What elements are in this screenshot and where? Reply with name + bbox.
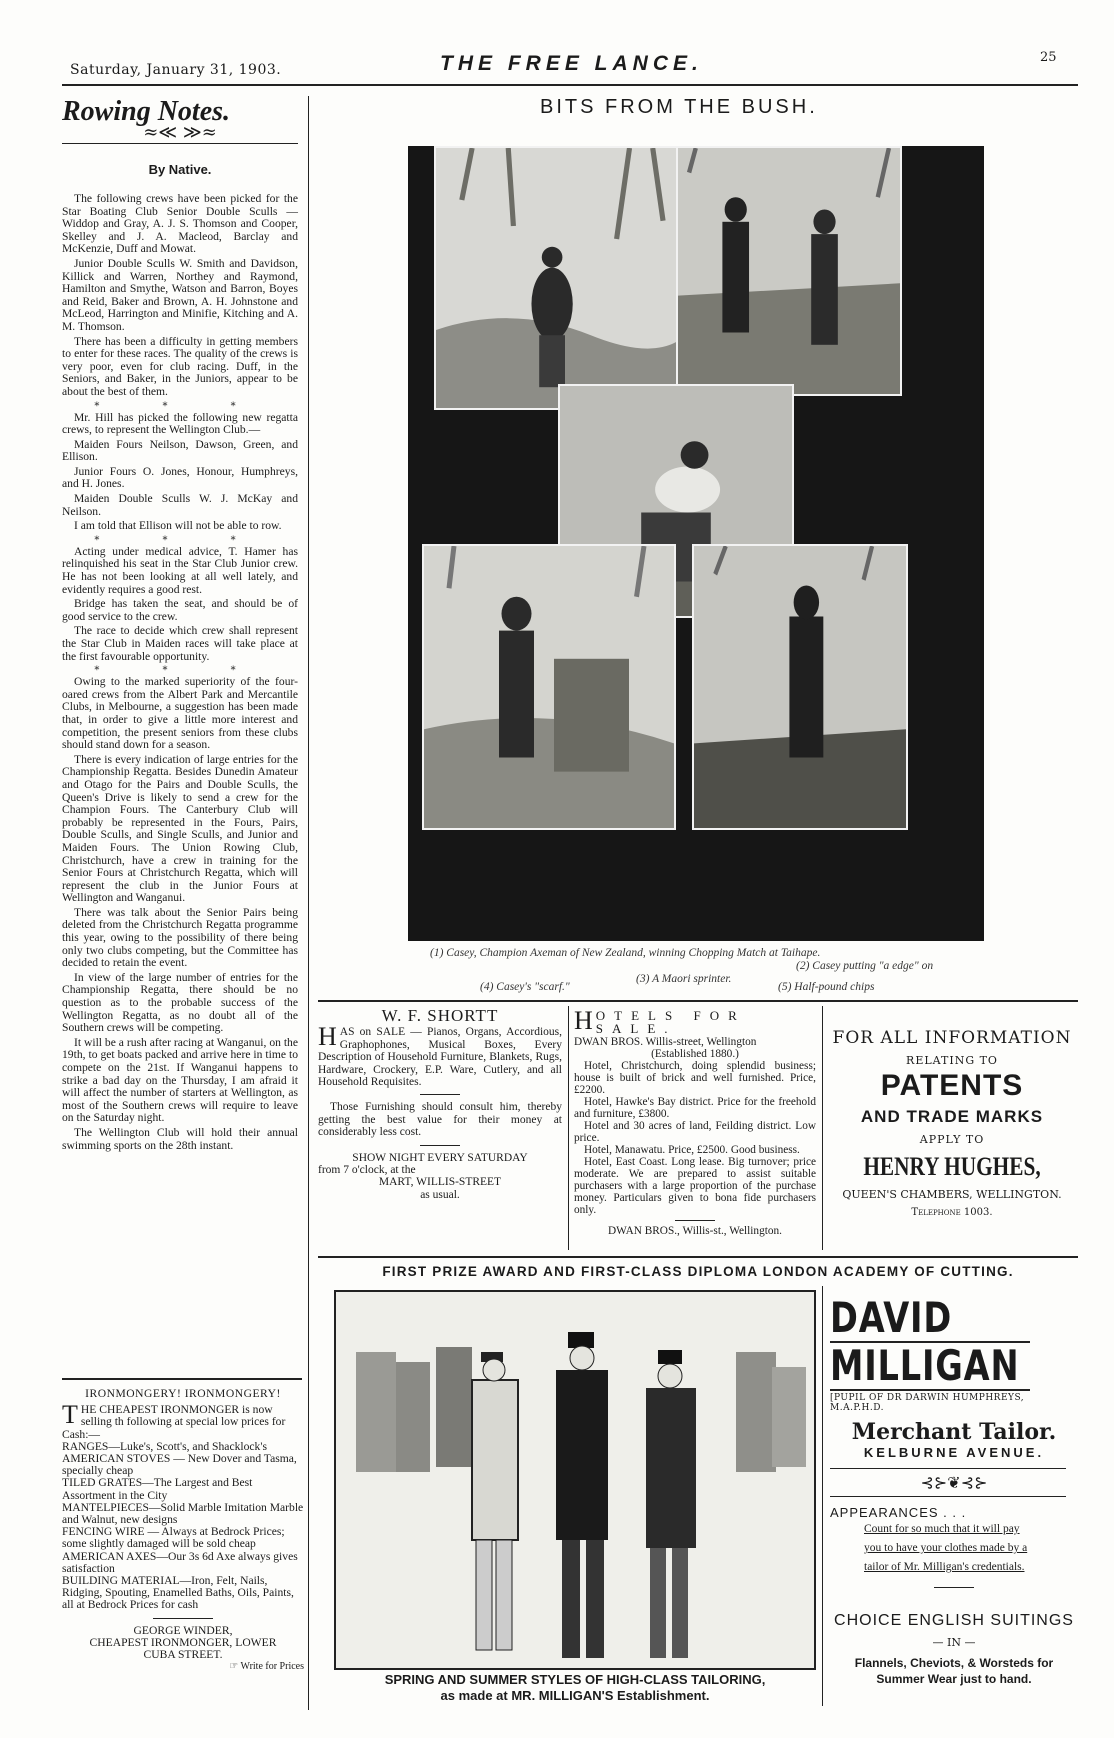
column-divider	[822, 1286, 823, 1706]
milligan-pupil: [PUPIL OF DR DARWIN HUMPHREYS, M.A.P.H.D.	[830, 1393, 1025, 1413]
appearances-heading: APPEARANCES . . .	[830, 1505, 967, 1520]
rule	[675, 1220, 715, 1221]
paragraph: Maiden Double Sculls W. J. McKay and Neilson.	[62, 492, 298, 518]
photo-casey-champion	[434, 146, 696, 410]
paragraph: Junior Fours O. Jones, Honour, Humphreys, and H. Jones.	[62, 464, 298, 491]
paragraph: The race to decide which crew shall represent the Star Club in Maiden races will take place at the first favourable opportunity.	[62, 624, 298, 663]
rule	[830, 1389, 1030, 1391]
ironmongery-item: RANGES—Luke's, Scott's, and Shacklock's	[62, 1439, 267, 1453]
appearances-line: you to have your clothes made by a	[864, 1542, 1028, 1554]
photo-half-pound-chips	[692, 544, 908, 830]
ironmongery-item: FENCING WIRE — Always at Bedrock Prices; some slightly damaged will be sold cheap	[62, 1525, 285, 1551]
paragraph: Junior Double Sculls W. Smith and Davidson, Killick and Warren, Northey and Raymond, Hamilton and Smythe, Watson and Barron, Boyes and Reid, Baker and Brown, A. H. Johnstone and McLeod, Harrington and Minifie, Kitching and A. M. Thomson.	[62, 256, 298, 333]
award-banner: FIRST PRIZE AWARD AND FIRST-CLASS DIPLOMA LONDON ACADEMY OF CUTTING.	[382, 1264, 1014, 1279]
milligan-name: MILLIGAN	[830, 1341, 1020, 1390]
rule	[318, 1000, 1078, 1002]
milligan-name: DAVID	[830, 1293, 953, 1342]
column-divider	[568, 1006, 569, 1250]
paragraph: Maiden Fours Neilson, Dawson, Green, and Ellison.	[62, 437, 298, 464]
patents-line: APPLY TO	[919, 1133, 985, 1146]
rule	[318, 1256, 1078, 1258]
column-divider	[822, 1006, 823, 1250]
paragraph: The Wellington Club will hold their annual swimming sports on the 28th instant.	[62, 1125, 298, 1152]
ironmongery-item: MANTELPIECES—Solid Marble Imitation Marble and Walnut, new designs	[62, 1500, 304, 1527]
rule	[153, 1618, 213, 1619]
paragraph: There was talk about the Senior Pairs being deleted from the Christchurch Regatta programme this year, owing to the possibility of there being only two clubs competing, but the Committee has decided to retain the event.	[62, 905, 298, 970]
shortt-usual: as usual.	[420, 1188, 460, 1201]
rule	[62, 143, 298, 144]
header-rule	[62, 84, 1078, 86]
ironmongery-intro: HE CHEAPEST IRONMONGER is now selling th following at special low prices for Cash:—	[62, 1403, 286, 1441]
ornament-icon: ⊰⊱❦⊰⊱	[920, 1473, 988, 1492]
paragraph: It will be a rush after racing at Wanganui, on the 19th, to get boats packed and arrive here in time to compete on the 21st. If Wanganui happens to strike a bad day on the Thursday, I am afraid it will affect the number of starters at Wellington, as most of the Southern crews will require to leave on the Saturday night.	[62, 1035, 298, 1125]
fashion-caption	[330, 1672, 820, 1704]
dropcap: T	[62, 1400, 78, 1430]
photo-casey-edge	[676, 146, 902, 396]
bits-from-the-bush-title: BITS FROM THE BUSH.	[540, 96, 818, 118]
flannels-line: Flannels, Cheviots, & Worsteds for	[854, 1656, 1054, 1670]
rule	[420, 1094, 460, 1095]
hotels-ad	[574, 1006, 816, 1237]
rowing-notes-article	[62, 96, 298, 1154]
signature-name: GEORGE WINDER,	[133, 1623, 233, 1637]
photo-caption-5: (5) Half-pound chips	[778, 981, 875, 993]
paragraph: There has been a difficulty in getting members to enter for these races. The quality of the crews is very poor, even for club racing. Duff, in the Seniors, and Baker, in the Juniors, appear to be about the best of them.	[62, 334, 298, 398]
rule	[934, 1587, 974, 1588]
photo-caption-4: (4) Casey's "scarf."	[480, 981, 570, 993]
paragraph: Bridge has taken the seat, and should be of good service to the crew.	[62, 597, 298, 623]
rule	[830, 1496, 1066, 1497]
patents-ad	[826, 1028, 1078, 1218]
patents-heading: PATENTS	[880, 1069, 1024, 1102]
paragraph: The following crews have been picked for the Star Boating Club Senior Double Sculls —Widdop and Gray, A. J. S. Thomson and Cooper, Skelley and J. A. Macleod, Barclay and McKenzie, Duff and Mowat.	[62, 192, 298, 256]
paragraph: There is every indication of large entries for the Championship Regatta. Besides Dunedin Amateur and Otago for the Pairs and Double Sculls, the Queen's Drive is likely to send a crew for the Champion Fours. The Canterbury Club will probably be represented in the Fours, Pairs, Double Sculls, and Single Sculls, and Junior and Maiden Fours. The Union Rowing Club, Christchurch, have a crew in training for the Senior Fours at Christchurch Regatta, which will represent the club in the Junior Fours at Wellington and Wanganui.	[62, 752, 298, 905]
section-stars: * * *	[94, 400, 266, 412]
hotel-entry: Hotel, Christchurch, doing splendid business; house is built of brick and well furnished. Price, £2200.	[574, 1060, 816, 1096]
signature-line: CHEAPEST IRONMONGER, LOWER	[89, 1635, 277, 1649]
shortt-ad	[318, 1006, 562, 1201]
write-for-prices: ☞ Write for Prices	[229, 1661, 304, 1673]
photo-collage	[408, 146, 984, 941]
dropcap: H	[318, 1022, 337, 1052]
choice-english-suitings: CHOICE ENGLISH SUITINGS	[834, 1612, 1074, 1629]
masthead: THE FREE LANCE.	[440, 52, 703, 75]
photo-caption-3: (3) A Maori sprinter.	[636, 973, 732, 985]
photo-caption-1: (1) Casey, Champion Axeman of New Zealand, winning Chopping Match at Taihape.	[430, 947, 821, 959]
dropcap: H	[574, 1006, 593, 1035]
patents-line: RELATING TO	[906, 1054, 998, 1067]
issue-date: Saturday, January 31, 1903.	[70, 62, 282, 78]
rule	[830, 1468, 1066, 1469]
rule	[420, 1145, 460, 1146]
hotel-entry: Hotel, East Coast. Long lease. Big turnover; price moderate. We are prepared to assist suitable purchasers with a large proportion of the purchase money. Particulars given to bona fide purchasers only.	[574, 1156, 816, 1216]
rule	[62, 1378, 302, 1380]
ironmongery-item: AMERICAN AXES—Our 3s 6d Axe always gives satisfaction	[62, 1549, 298, 1575]
ironmongery-item: TILED GRATES—The Largest and Best Assortment in the City	[62, 1476, 253, 1502]
hotel-entry: Hotel, Manawatu. Price, £2500. Good business.	[584, 1144, 800, 1156]
patents-address: QUEEN'S CHAMBERS, WELLINGTON.	[842, 1188, 1062, 1201]
patents-line: AND TRADE MARKS	[860, 1107, 1044, 1126]
hotel-entry: Hotel and 30 acres of land, Feilding district. Low price.	[574, 1120, 816, 1144]
photo-caption-2: (2) Casey putting "a edge" on	[796, 960, 934, 972]
byline: By Native.	[148, 162, 212, 177]
page-number: 25	[1040, 50, 1057, 65]
shortt-body-2: Those Furnishing should consult him, thereby getting the best value for their money at considerably less cost.	[318, 1101, 562, 1139]
section-stars: * * *	[94, 665, 266, 677]
paragraph: Mr. Hill has picked the following new regatta crews, to represent the Wellington Club.—	[62, 410, 298, 437]
kelburne-avenue: KELBURNE AVENUE.	[863, 1445, 1045, 1460]
hotel-entry: Hotel, Hawke's Bay district. Price for the freehold and furniture, £3800.	[574, 1096, 816, 1120]
shortt-body: AS on SALE — Pianos, Organs, Accordious, Graphophones, Musical Boxes, Every Description of Household Furniture, Blankets, Rugs, Hardware, Crockery, E.P. Ware, Cutlery, and all Household Requisites.	[318, 1026, 562, 1089]
milligan-ad	[830, 1295, 1078, 1687]
signature-line: CUBA STREET.	[143, 1648, 223, 1662]
patents-line: FOR ALL INFORMATION	[832, 1028, 1072, 1048]
paragraph: Owing to the marked superiority of the four-oared crews from the Albert Park and Mercantile Clubs, in Melbourne, a suggestion has been made that, in order to give a little more interest and competition, the present seniors from these clubs should stand down for a season.	[62, 675, 298, 752]
shortt-show: SHOW NIGHT EVERY SATURDAY	[352, 1151, 528, 1164]
in-label: — IN —	[932, 1636, 976, 1649]
fashion-caption-line: as made at MR. MILLIGAN'S Establishment.	[440, 1688, 710, 1703]
section-stars: * * *	[94, 534, 266, 546]
shortt-mart: MART, WILLIS-STREET	[378, 1176, 502, 1189]
paragraph: I am told that Ellison will not be able to row.	[74, 519, 282, 533]
patents-phone: Telephone 1003.	[911, 1207, 993, 1218]
ironmongery-ad	[62, 1388, 304, 1673]
hotels-line: (Established 1880.)	[651, 1048, 739, 1060]
shortt-from: from 7 o'clock, at the	[318, 1164, 416, 1177]
ironmongery-heading: IRONMONGERY! IRONMONGERY!	[85, 1387, 281, 1400]
hotels-line: DWAN BROS. Willis-street, Wellington	[574, 1036, 757, 1048]
flannels-line: Summer Wear just to hand.	[876, 1672, 1032, 1686]
fashion-caption-line: SPRING AND SUMMER STYLES OF HIGH-CLASS TAILORING,	[384, 1672, 766, 1687]
appearances-line: Count for so much that it will pay	[864, 1523, 1020, 1535]
photo-caseys-scarf	[422, 544, 676, 830]
rowing-title: Rowing Notes.	[62, 96, 231, 127]
merchant-tailor: Merchant Tailor.	[851, 1419, 1057, 1445]
title-flourish-icon: ≈≪ ≫≈	[143, 122, 217, 143]
shortt-title: W. F. SHORTT	[381, 1006, 499, 1025]
appearances-line: tailor of Mr. Milligan's credentials.	[864, 1561, 1025, 1573]
column-divider	[308, 96, 309, 1710]
henry-hughes: HENRY HUGHES,	[863, 1152, 1041, 1181]
hotels-title: OTELS FOR SALE.	[595, 1008, 746, 1036]
fashion-illustration	[334, 1290, 816, 1670]
ironmongery-item: BUILDING MATERIAL—Iron, Felt, Nails, Ridging, Spouting, Enamelled Baths, Oils, Paints, all at Bedrock Prices for cash	[62, 1574, 294, 1612]
paragraph: Acting under medical advice, T. Hamer has relinquished his seat in the Star Club Junior crew. He has not been looking at all well lately, and evidently requires a good rest.	[62, 544, 298, 596]
paragraph: In view of the large number of entries for the Championship Regatta, there should be no question as to the probable success of the Wellington Regatta, as no doubt all of the Southern crews will be competing.	[62, 970, 298, 1035]
hotels-footer: DWAN BROS., Willis-st., Wellington.	[608, 1225, 782, 1237]
ironmongery-item: AMERICAN STOVES — New Dover and Tasma, specially cheap	[62, 1452, 297, 1478]
